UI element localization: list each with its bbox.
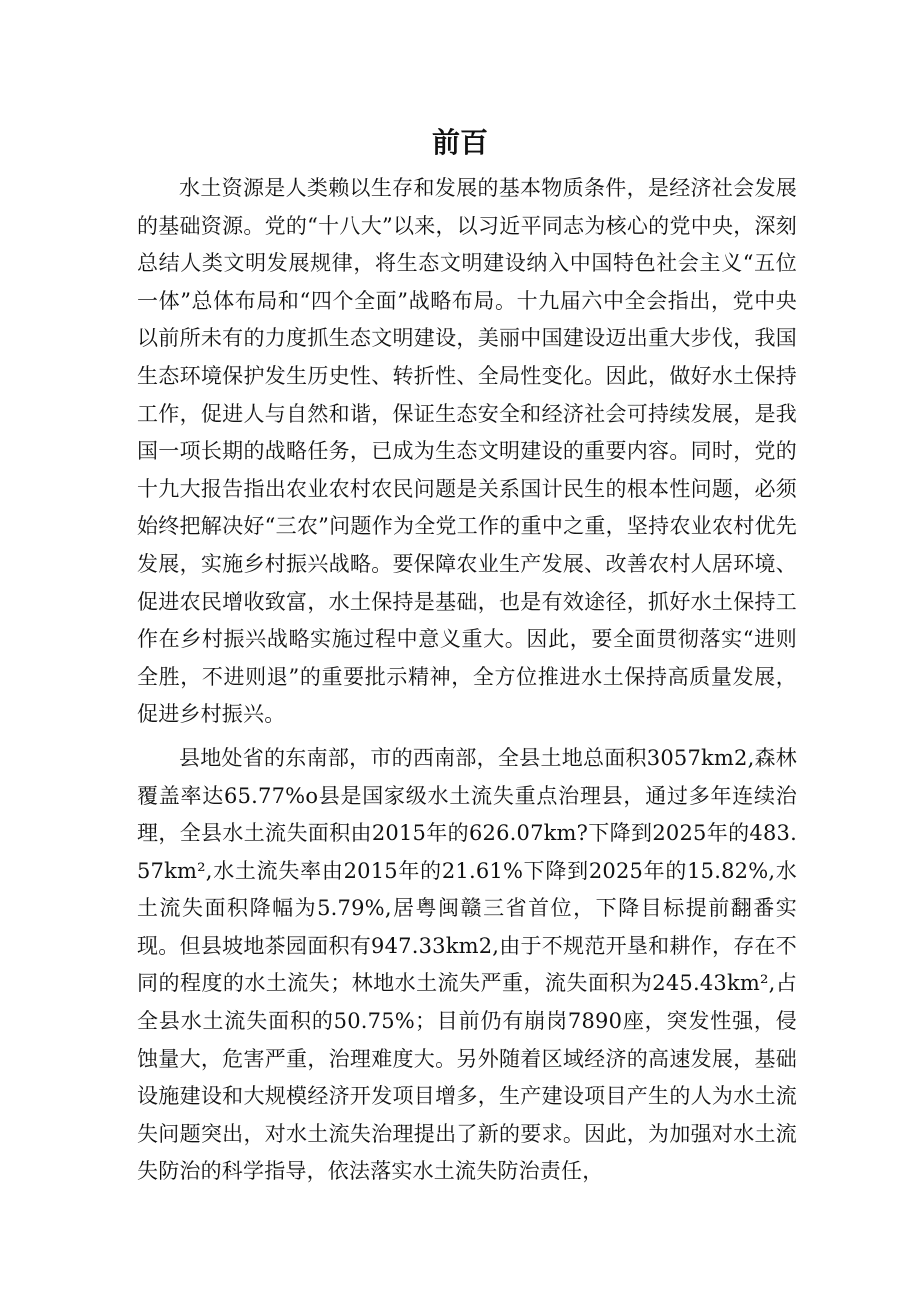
paragraph-preface-intro: 水土资源是人类赖以生存和发展的基本物质条件，是经济社会发展的基础资源。党的“十八大”以来，以习近平同志为核心的党中央，深刻总结人类文明发展规律，将生态文明建设纳入中国特色社会主义“五位一体”总体布局和“四个全面”战略布局。十九届六中全会指出，党中央以前所未有的力度抓生态文明建设，美丽中国建设迈出重大步伐，我国生态环境保护发生历史性、转折性、全局性变化。因此，做好水土保持工作，促进人与自然和谐，保证生态安全和经济社会可持续发展，是我国一项长期的战略任务，已成为生态文明建设的重要内容。同时，党的十九大报告指出农业农村农民问题是关系国计民生的根本性问题，必须始终把解决好“三农”问题作为全党工作的重中之重，坚持农业农村优先发展，实施乡村振兴战略。要保障农业生产发展、改善农村人居环境、促进农民增收致富，水土保持是基础，也是有效途径，抓好水土保持工作在乡村振兴战略实施过程中意义重大。因此，要全面贯彻落实“进则全胜，不进则退”的重要批示精神，全方位推进水土保持高质量发展，促进乡村振兴。	[137, 176, 797, 727]
page-title: 前百	[431, 126, 488, 159]
paragraph-county-overview: 县地处省的东南部，市的西南部，全县土地总面积3057km2,森林覆盖率达65.77%o县是国家级水土流失重点治理县，通过多年连续治理，全县水土流失面积由2015年的626.07km?下降到2025年的483.57km²,水土流失率由2015年的21.61%下降到2025年的15.82%,水土流失面积降幅为5.79%,居粤闽赣三省首位，下降目标提前翻番实现。但县坡地茶园面积有947.33km2,由于不规范开垦和耕作，存在不同的程度的水土流失；林地水土流失严重，流失面积为245.43km²,占全县水土流失面积的50.75%；目前仍有崩岗7890座，突发性强，侵蚀量大，危害严重，治理难度大。另外随着区域经济的高速发展，基础设施建设和大规模经济开发项目增多，生产建设项目产生的人为水土流失问题突出，对水土流失治理提出了新的要求。因此，为加强对水土流失防治的科学指导，依法落实水土流失防治责任，	[137, 745, 797, 1184]
document-body	[137, 170, 797, 1197]
